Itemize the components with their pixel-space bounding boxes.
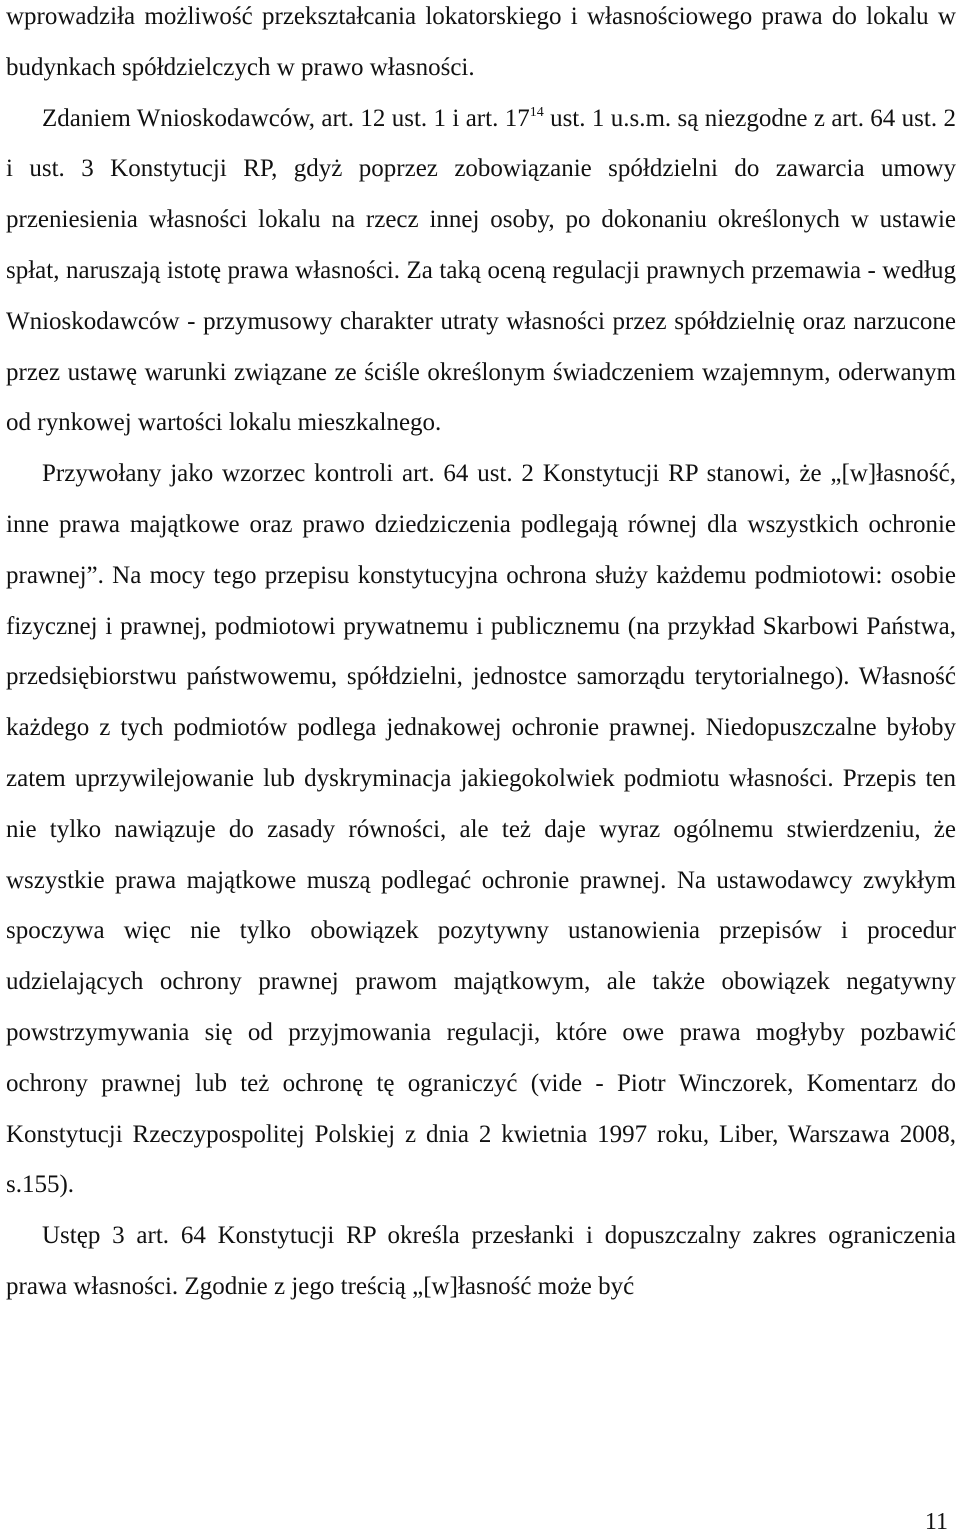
body-text	[6, 0, 956, 1313]
paragraph-4: Ustęp 3 art. 64 Konstytucji RP określa przesłanki i dopuszczalny zakres ograniczenia prawa własności. Zgodnie z jego treścią „[w]łasność może być	[6, 1222, 956, 1300]
paragraph-3: Przywołany jako wzorzec kontroli art. 64 ust. 2 Konstytucji RP stanowi, że „[w]łasność, inne prawa majątkowe oraz prawo dziedziczenia podlegają równej dla wszystkich ochronie prawnej”. Na mocy tego przepisu konstytucyjna ochrona służy każdemu podmiotowi: osobie fizycznej i prawnej, podmiotowi prywatnemu i publicznemu (na przykład Skarbowi Państwa, przedsiębiorstwu państwowemu, spółdzielni, jednostce samorządu terytorialnego). Własność każdego z tych podmiotów podlega jednakowej ochronie prawnej. Niedopuszczalne byłoby zatem uprzywilejowanie lub dyskryminacja jakiegokolwiek podmiotu własności. Przepis ten nie tylko nawiązuje do zasady równości, ale też daje wyraz ogólnemu stwierdzeniu, że wszystkie prawa majątkowe muszą podlegać ochronie prawnej. Na ustawodawcy zwykłym spoczywa więc nie tylko obowiązek pozytywny ustanowienia przepisów i procedur udzielających ochrony prawnej prawom majątkowym, ale także obowiązek negatywny powstrzymywania się od przyjmowania regulacji, które owe prawa mogłyby pozbawić ochrony prawnej lub też ochronę tę ograniczyć (vide - Piotr Winczorek, Komentarz do Konstytucji Rzeczypospolitej Polskiej z dnia 2 kwietnia 1997 roku, Liber, Warszawa 2008, s.155).	[6, 460, 956, 1199]
paragraph-1: wprowadziła możliwość przekształcania lokatorskiego i własnościowego prawa do lokalu w budynkach spółdzielczych w prawo własności.	[6, 3, 956, 81]
paragraph-2-start: Zdaniem Wnioskodawców, art. 12 ust. 1 i art. 17	[42, 104, 530, 132]
paragraph-2-rest: ust. 1 u.s.m. są niezgodne z art. 64 ust. 2 i ust. 3 Konstytucji RP, gdyż poprzez zobowiązanie spółdzielni do zawarcia umowy przeniesienia własności lokalu na rzecz innej osoby, po dokonaniu określonych w ustawie spłat, naruszają istotę prawa własności. Za taką oceną regulacji prawnych przemawia - według Wnioskodawców - przymusowy charakter utraty własności przez spółdzielnię oraz narzucone przez ustawę warunki związane ze ściśle określonym świadczeniem wzajemnym, oderwanym od rynkowej wartości lokalu mieszkalnego.	[6, 104, 956, 437]
page-number: 11	[924, 1509, 948, 1535]
footnote-superscript: 14	[529, 104, 544, 120]
paragraph-2	[6, 94, 956, 450]
